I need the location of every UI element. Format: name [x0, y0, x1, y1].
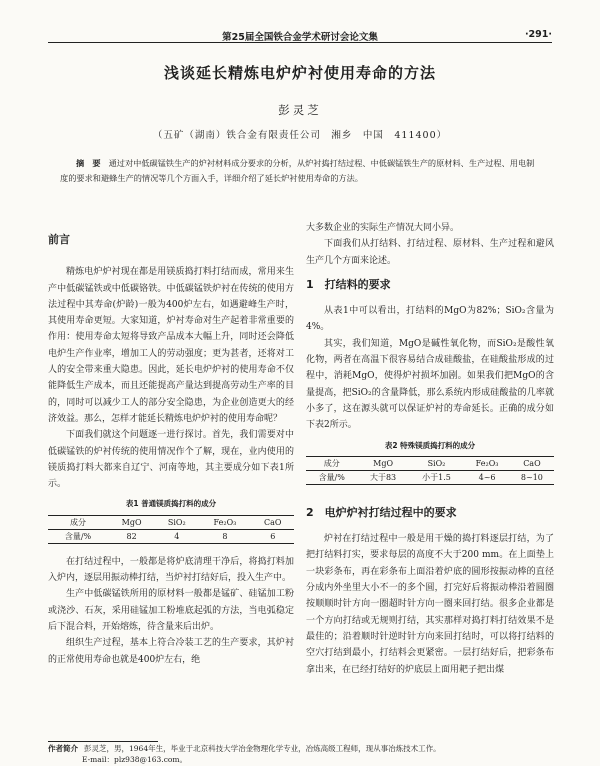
table-cell: 含量/% [48, 529, 108, 543]
table-header-cell: MgO [108, 515, 155, 529]
foreword-heading: 前言 [48, 233, 70, 246]
paragraph: 组织生产过程，基本上符合冷装工艺的生产要求，其炉衬的正常使用寿命也就是400炉左右，绝 [48, 638, 294, 665]
paragraph: 下面我们就这个问题逐一进行探讨。首先，我们需要对中低碳锰铁的炉衬传统的使用情况作个了解，现在，业内使用的镁质捣打料大都来自辽宁、河南等地，其主要成分如下表1所示。 [48, 430, 294, 490]
table-header-cell: SiO₂ [155, 515, 198, 529]
table-row [48, 529, 294, 543]
footnote-rule [48, 741, 158, 742]
table-cell: 8~10 [510, 470, 554, 484]
paragraph: 下面我们从打结料、打结过程、原材料、生产过程和避风生产几个方面来论述。 [306, 239, 554, 266]
author-email: E-mail：plz938@163.com。 [82, 755, 188, 764]
abstract [60, 156, 540, 186]
table-cell: 大于83 [357, 470, 408, 484]
table-header-cell: CaO [252, 515, 295, 529]
table1 [48, 515, 294, 544]
paragraph: 精炼电炉炉衬现在都是用镁质捣打料打结而成，常用来生产中低碳锰铁或中低碳铬铁。中低碳锰铁炉衬在传统的使用方法过程中其寿命(炉龄)一般为400炉左右，如遇避峰生产时，其使用寿命更短。大家知道，炉衬寿命对生产起着非常重要的作用：使用寿命太短将导致产品成本大幅上升，同时还会降低电炉生产作业率，增加工人的劳动强度；更为甚者，还将对工人的安全带来重大隐患。因此，延长电炉炉衬的使用寿命不仅能降低生产成本，而且还能提高产量达到提高劳动生产率的目的，同时可以减少工人的部分安全隐患，为企业创造更大的经济效益。那么，怎样才能延长精炼电炉炉衬的使用寿命呢？ [48, 267, 294, 424]
table-header-cell: Fe₂O₃ [464, 456, 510, 470]
table2-caption: 表2 特殊镁质捣打料的成分 [384, 440, 476, 450]
table-row [306, 470, 554, 484]
table-header-cell: 成分 [306, 456, 357, 470]
paragraph: 炉衬在打结过程中一般是用干燥的捣打料逐层打结，为了把打结料打实，要求每层的高度不大于200 mm。在上面垫上一块彩条布，再在彩条布上面沿着炉底的圆形按振动棒的直径分成内外坐里大小不一的多个圆，打完好后将振动棒沿着圆圈按顺顺时针方向一圈超时针方向一圈来回打结。很多企业都是一个方向打结或无规则打结，其实那样对捣打料打结效果不是最佳的；沿着顺时针逆时针方向来回打结时，可以将打结料的空穴打结到最小，打结料会更紧密。一层打结好后，把彩条布拿出来，在已经打结好的炉底层上面用耙子把出煤 [306, 534, 554, 675]
paragraph: 生产中低碳锰铁所用的原材料一般都是锰矿、硅锰加工粉或浇沙、石灰，采用硅锰加工粉堆底起弧的方法，当电弧稳定后下混合料，开始熔炼，待含量来后出炉。 [48, 589, 294, 632]
table-cell: 含量/% [306, 470, 357, 484]
abstract-text: 通过对中低碳锰铁生产的炉衬材料成分要求的分析，从炉衬捣打结过程、中低碳锰铁生产的原材料、生产过程、用电制度的要求和避蜂生产的情况等几个方面入手，详细介绍了延长炉衬使用寿命的方法。 [60, 158, 535, 183]
table1-caption: 表1 普通镁质捣打料的成分 [125, 499, 217, 509]
table-cell: 小于1.5 [409, 470, 465, 484]
paragraph: 大多数企业的实际生产情况大同小异。 [306, 223, 460, 233]
author: 彭灵芝 [278, 103, 322, 117]
paragraph: 其实，我们知道，MgO是碱性氧化物，而SiO₂是酸性氧化物，两者在高温下很容易结合成硅酸盐，在硅酸盐形成的过程中，消耗MgO，使得炉衬损坏加剧。如果我们把MgO的含量提高，把SiO₂的含量降低，那么系统内形成硅酸盐的几率就小多了，这在源头就可以保证炉衬的寿命延长。正确的成分如下表2所示。 [306, 338, 554, 431]
table-header-row [48, 515, 294, 529]
paragraph: 在打结过程中，一般都是将炉底清理干净后，将捣打料加入炉内，逐层用振动棒打结，当炉衬打结好后，投入生产中。 [48, 556, 294, 584]
table-cell: 4 [155, 529, 198, 543]
table-header-cell: CaO [510, 456, 554, 470]
article-title: 浅谈延长精炼电炉炉衬使用寿命的方法 [163, 64, 436, 82]
paragraph: 从表1中可以看出，打结料的MgO为82%；SiO₂含量为4%。 [306, 306, 554, 333]
left-column [48, 220, 294, 668]
page-number: ·291· [524, 29, 552, 40]
footnote [48, 743, 554, 765]
table-cell: 82 [108, 529, 155, 543]
right-column [306, 220, 554, 678]
section-2-heading: 2 电炉炉衬打结过程中的要求 [306, 505, 457, 519]
footnote-label: 作者简介 [48, 744, 78, 753]
journal-name: 第25届全国铁合金学术研讨会论文集 [222, 32, 378, 43]
table-header-cell: 成分 [48, 515, 108, 529]
header-rule [48, 42, 552, 43]
abstract-label: 摘 要 [76, 158, 101, 168]
table2 [306, 456, 554, 485]
table-cell: 8 [198, 529, 251, 543]
table-header-cell: Fe₂O₃ [198, 515, 251, 529]
table-header-cell: MgO [357, 456, 408, 470]
table-cell: 4~6 [464, 470, 510, 484]
table-header-row [306, 456, 554, 470]
section-1-heading: 1 打结料的要求 [306, 277, 391, 291]
table-header-cell: SiO₂ [409, 456, 465, 470]
footnote-text: 彭灵芝，男，1964年生，毕业于北京科技大学冶金物理化学专业，冶炼高级工程师，现从事冶炼技术工作。 [84, 744, 441, 753]
table-cell: 6 [252, 529, 295, 543]
affiliation: （五矿（湖南）铁合金有限责任公司 湘乡 中国 411400） [152, 130, 448, 141]
